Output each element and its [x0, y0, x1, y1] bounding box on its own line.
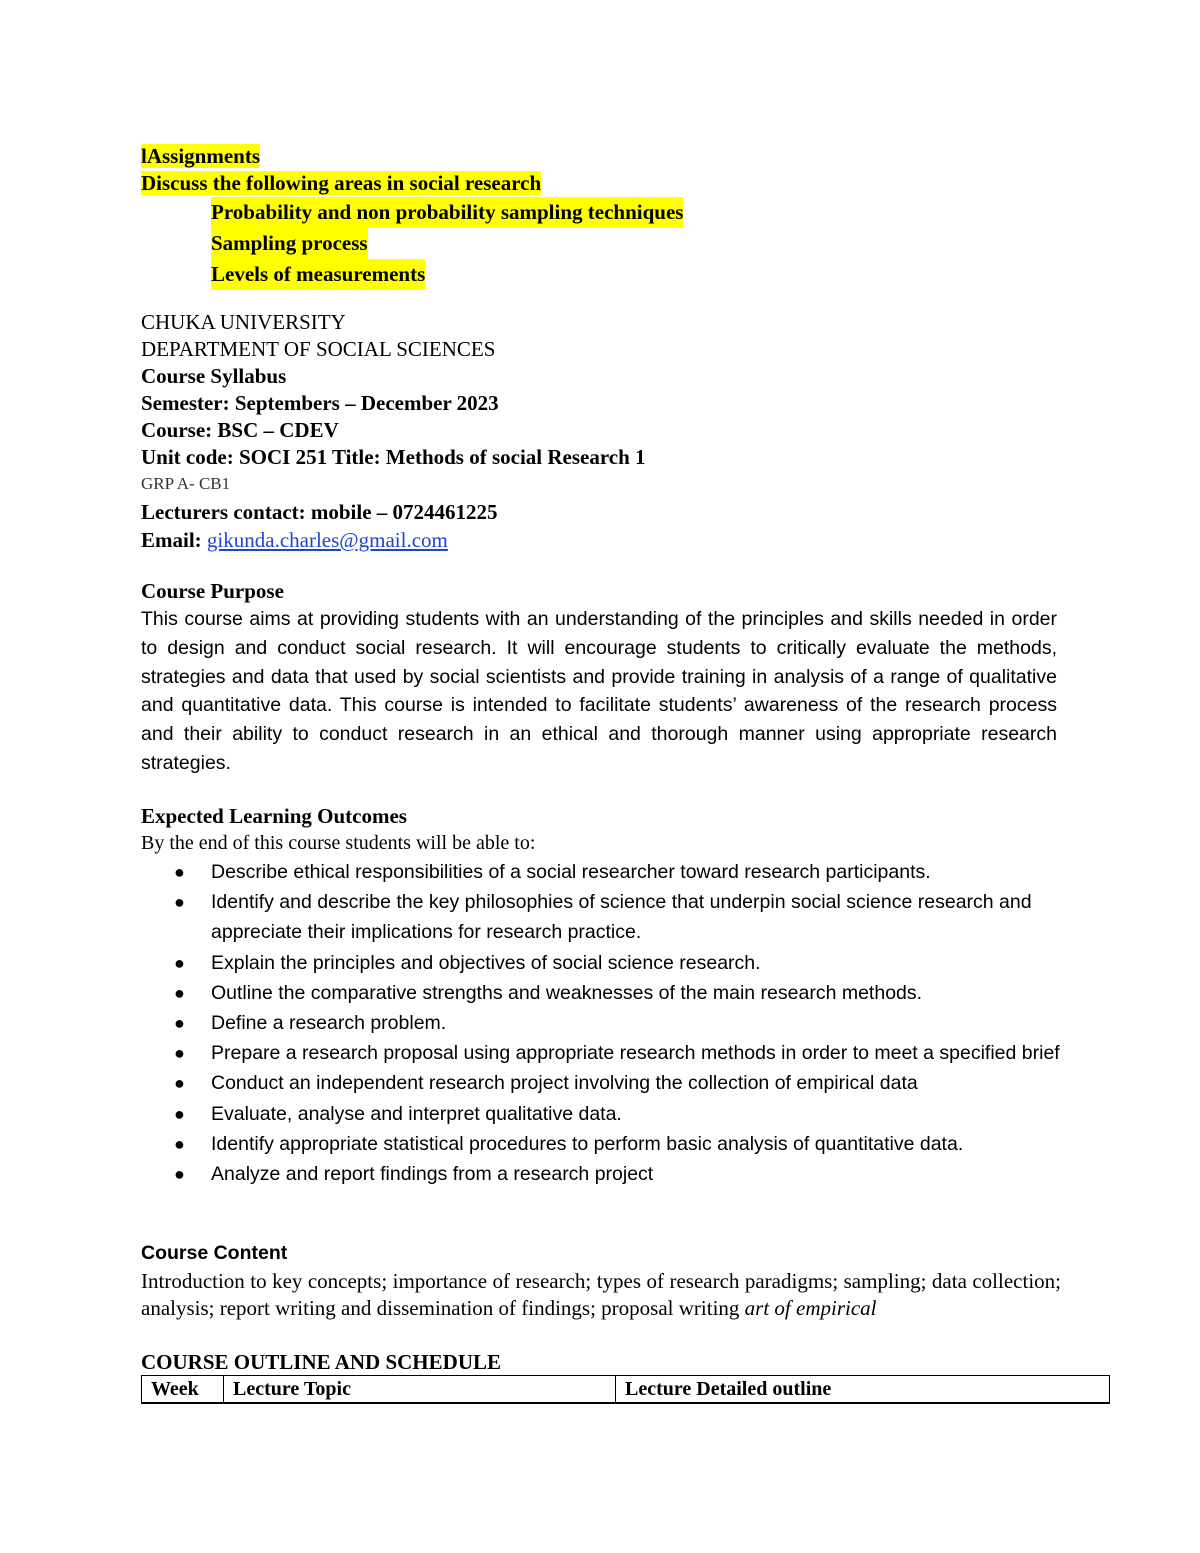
department-name: DEPARTMENT OF SOCIAL SCIENCES	[141, 337, 496, 361]
outcomes-list	[141, 857, 1071, 1189]
column-header-week: Week	[142, 1376, 224, 1404]
assignment-item-text: Levels of measurements	[211, 259, 425, 290]
bullet-icon: ●	[174, 1013, 185, 1034]
bullet-icon: ●	[174, 1043, 185, 1064]
table-header-row	[142, 1376, 1110, 1404]
bullet-icon: ●	[174, 952, 185, 973]
outcome-text: Identify appropriate statistical procedures to perform basic analysis of quantitative data.	[211, 1132, 964, 1155]
university-name: CHUKA UNIVERSITY	[141, 310, 346, 334]
semester: Semester: Septembers – December 2023	[141, 391, 499, 415]
assignment-list	[141, 197, 684, 290]
bullet-icon: ●	[174, 982, 185, 1003]
list-item	[141, 1099, 1071, 1129]
outcome-text: Explain the principles and objectives of social science research.	[211, 951, 761, 974]
assignment-prompt: Discuss the following areas in social research	[141, 171, 542, 195]
list-item	[141, 1159, 1071, 1189]
list-item	[141, 857, 1071, 887]
list-item	[141, 1068, 1071, 1098]
purpose-paragraph: This course aims at providing students with an understanding of the principles and skills needed in order to design and conduct social research. It will encourage students to critically evaluate the methods, strategies and data that used by social scientists and provide training in analysis of a range of qualitative and quantitative data. This course is intended to facilitate students’ awareness of the research process and their ability to conduct research in an ethical and thorough manner using appropriate research strategies.	[141, 608, 1057, 774]
email-label: Email:	[141, 528, 207, 552]
bullet-icon: ●	[174, 862, 185, 882]
content-text: Introduction to key concepts; importance of research; types of research paradigms; sampling; data collection; analysis; report writing and dissemination of findings; proposal writing	[141, 1269, 1061, 1320]
list-item	[141, 978, 1071, 1008]
bullet-icon: ●	[174, 1103, 185, 1124]
list-item	[141, 948, 1071, 978]
bullet-icon: ●	[174, 892, 185, 913]
document-type: Course Syllabus	[141, 364, 287, 388]
outline-heading: COURSE OUTLINE AND SCHEDULE	[141, 1350, 501, 1374]
assignment-title: lAssignments	[141, 144, 261, 168]
list-item	[141, 1038, 1071, 1068]
outcome-text: Identify and describe the key philosophies of science that underpin social science research and appreciate their implications for research practice.	[211, 891, 1032, 944]
purpose-heading: Course Purpose	[141, 579, 284, 603]
email-link[interactable]: gikunda.charles@gmail.com	[206, 528, 448, 552]
unit-code-title: Unit code: SOCI 251 Title: Methods of social Research 1	[141, 445, 646, 469]
assignment-item	[141, 228, 541, 259]
content-paragraph	[141, 1268, 1061, 1322]
outcomes-heading: Expected Learning Outcomes	[141, 804, 407, 828]
course-name: Course: BSC – CDEV	[141, 418, 339, 442]
schedule-table	[141, 1375, 1110, 1404]
assignment-item-text: Sampling process	[211, 228, 368, 259]
outcomes-intro: By the end of this course students will be able to:	[141, 832, 536, 854]
column-header-outline: Lecture Detailed outline	[616, 1376, 1110, 1404]
outcome-text: Describe ethical responsibilities of a social researcher toward research participants.	[211, 861, 931, 883]
list-item	[141, 1008, 1071, 1038]
email-line	[141, 527, 646, 554]
outcome-text: Conduct an independent research project involving the collection of empirical data	[211, 1072, 918, 1095]
outcome-text: Outline the comparative strengths and weaknesses of the main research methods.	[211, 981, 923, 1004]
list-item	[141, 1129, 1071, 1159]
outcome-text: Evaluate, analyse and interpret qualitative data.	[211, 1102, 622, 1125]
column-header-topic: Lecture Topic	[224, 1376, 616, 1404]
group-code: GRP A- CB1	[141, 474, 231, 493]
content-italic-text: art of empirical	[744, 1296, 877, 1320]
lecturer-contact: Lecturers contact: mobile – 0724461225	[141, 500, 498, 524]
assignment-section	[141, 143, 684, 290]
assignment-item-text: Probability and non probability sampling techniques	[211, 197, 683, 228]
syllabus-header	[141, 309, 646, 554]
bullet-icon: ●	[174, 1164, 185, 1185]
bullet-icon: ●	[174, 1073, 185, 1094]
assignment-item	[141, 259, 541, 290]
outcome-text: Define a research problem.	[211, 1012, 447, 1035]
bullet-icon: ●	[174, 1133, 185, 1154]
content-heading: Course Content	[141, 1242, 288, 1264]
assignment-item	[141, 197, 684, 228]
list-item	[141, 887, 1071, 947]
outcome-text: Analyze and report findings from a research project	[211, 1163, 654, 1186]
outcome-text: Prepare a research proposal using appropriate research methods in order to meet a specified brief	[211, 1042, 1060, 1065]
